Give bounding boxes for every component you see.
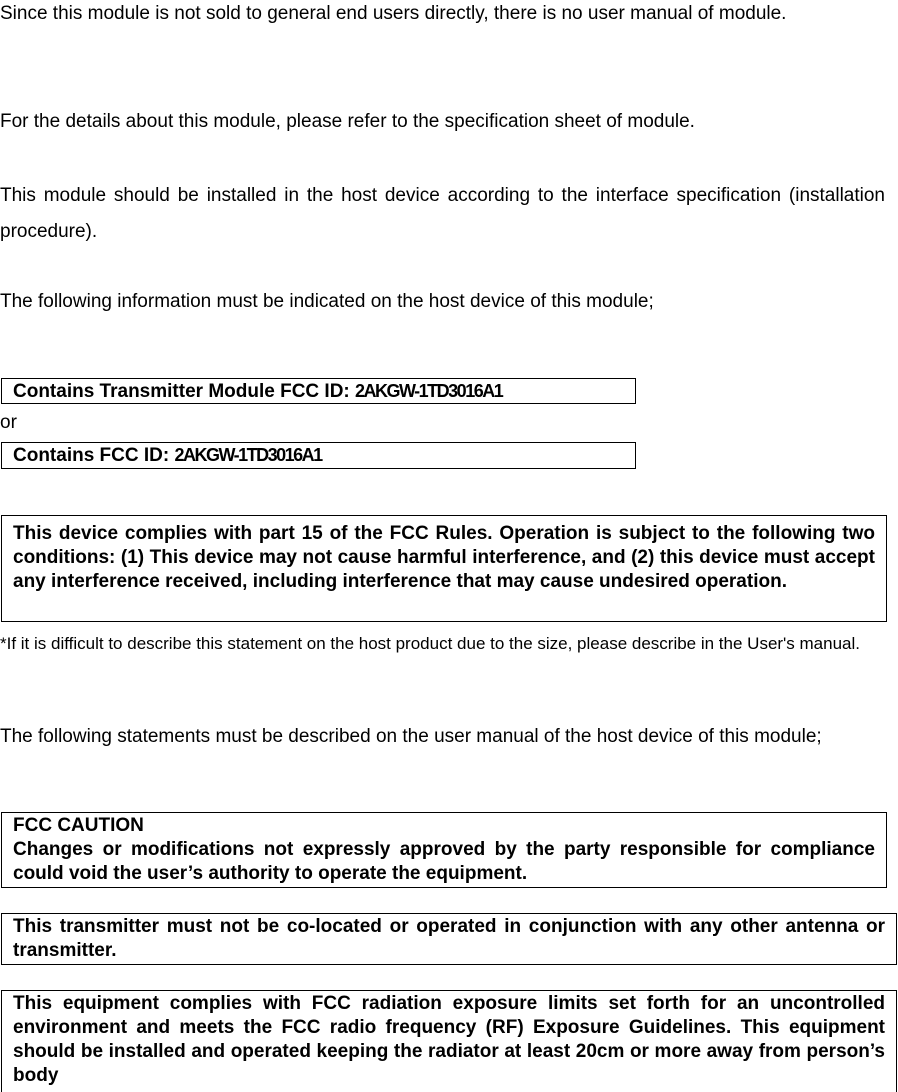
colocation-text: This transmitter must not be co-located or operated in conjunction with any other antenna or transmitter. — [13, 916, 885, 961]
install-paragraph: This module should be installed in the host device according to the interface specification (installation procedure). — [0, 185, 885, 242]
fcc-id-value-2: 2AKGW-1TD3016A1 — [174, 445, 322, 465]
fcc-id-label-prefix-1: Contains Transmitter Module FCC ID: — [13, 381, 356, 402]
colocation-box — [1, 913, 897, 965]
or-text: or — [0, 412, 17, 433]
part15-statement-box — [1, 515, 887, 622]
rf-exposure-box — [1, 990, 897, 1092]
fcc-id-value-1: 2AKGW-1TD3016A1 — [355, 381, 503, 401]
fcc-caution-box — [1, 812, 887, 888]
no-manual-paragraph: Since this module is not sold to general end users directly, there is no user manual of module. — [0, 3, 787, 24]
footnote-paragraph: *If it is difficult to describe this statement on the host product due to the size, please describe in the User's manual. — [0, 634, 861, 653]
part15-statement-text: This device complies with part 15 of the FCC Rules. Operation is subject to the following two conditions: (1) This device may not cause harmful interference, and (2) this device must accept any interference received, including interference that may cause undesired operation. — [13, 523, 875, 592]
rf-exposure-text: This equipment complies with FCC radiation exposure limits set forth for an uncontrolled environment and meets the FCC radio frequency (RF) Exposure Guidelines. This equipment should be installed and operated keeping the radiator at least 20cm or more away from person’s body — [13, 993, 885, 1086]
fcc-id-label-box-2 — [1, 442, 636, 469]
fcc-id-label-box-1 — [1, 378, 636, 404]
fcc-caution-title: FCC CAUTION — [13, 815, 144, 836]
fcc-id-label-prefix-2: Contains FCC ID: — [13, 445, 175, 466]
label-info-paragraph: The following information must be indicated on the host device of this module; — [0, 291, 654, 312]
details-paragraph: For the details about this module, please refer to the specification sheet of module. — [0, 111, 695, 132]
manual-statement-intro: The following statements must be described on the user manual of the host device of this module; — [0, 726, 822, 747]
fcc-caution-text: Changes or modifications not expressly approved by the party responsible for compliance could void the user’s authority to operate the equipment. — [13, 839, 875, 884]
